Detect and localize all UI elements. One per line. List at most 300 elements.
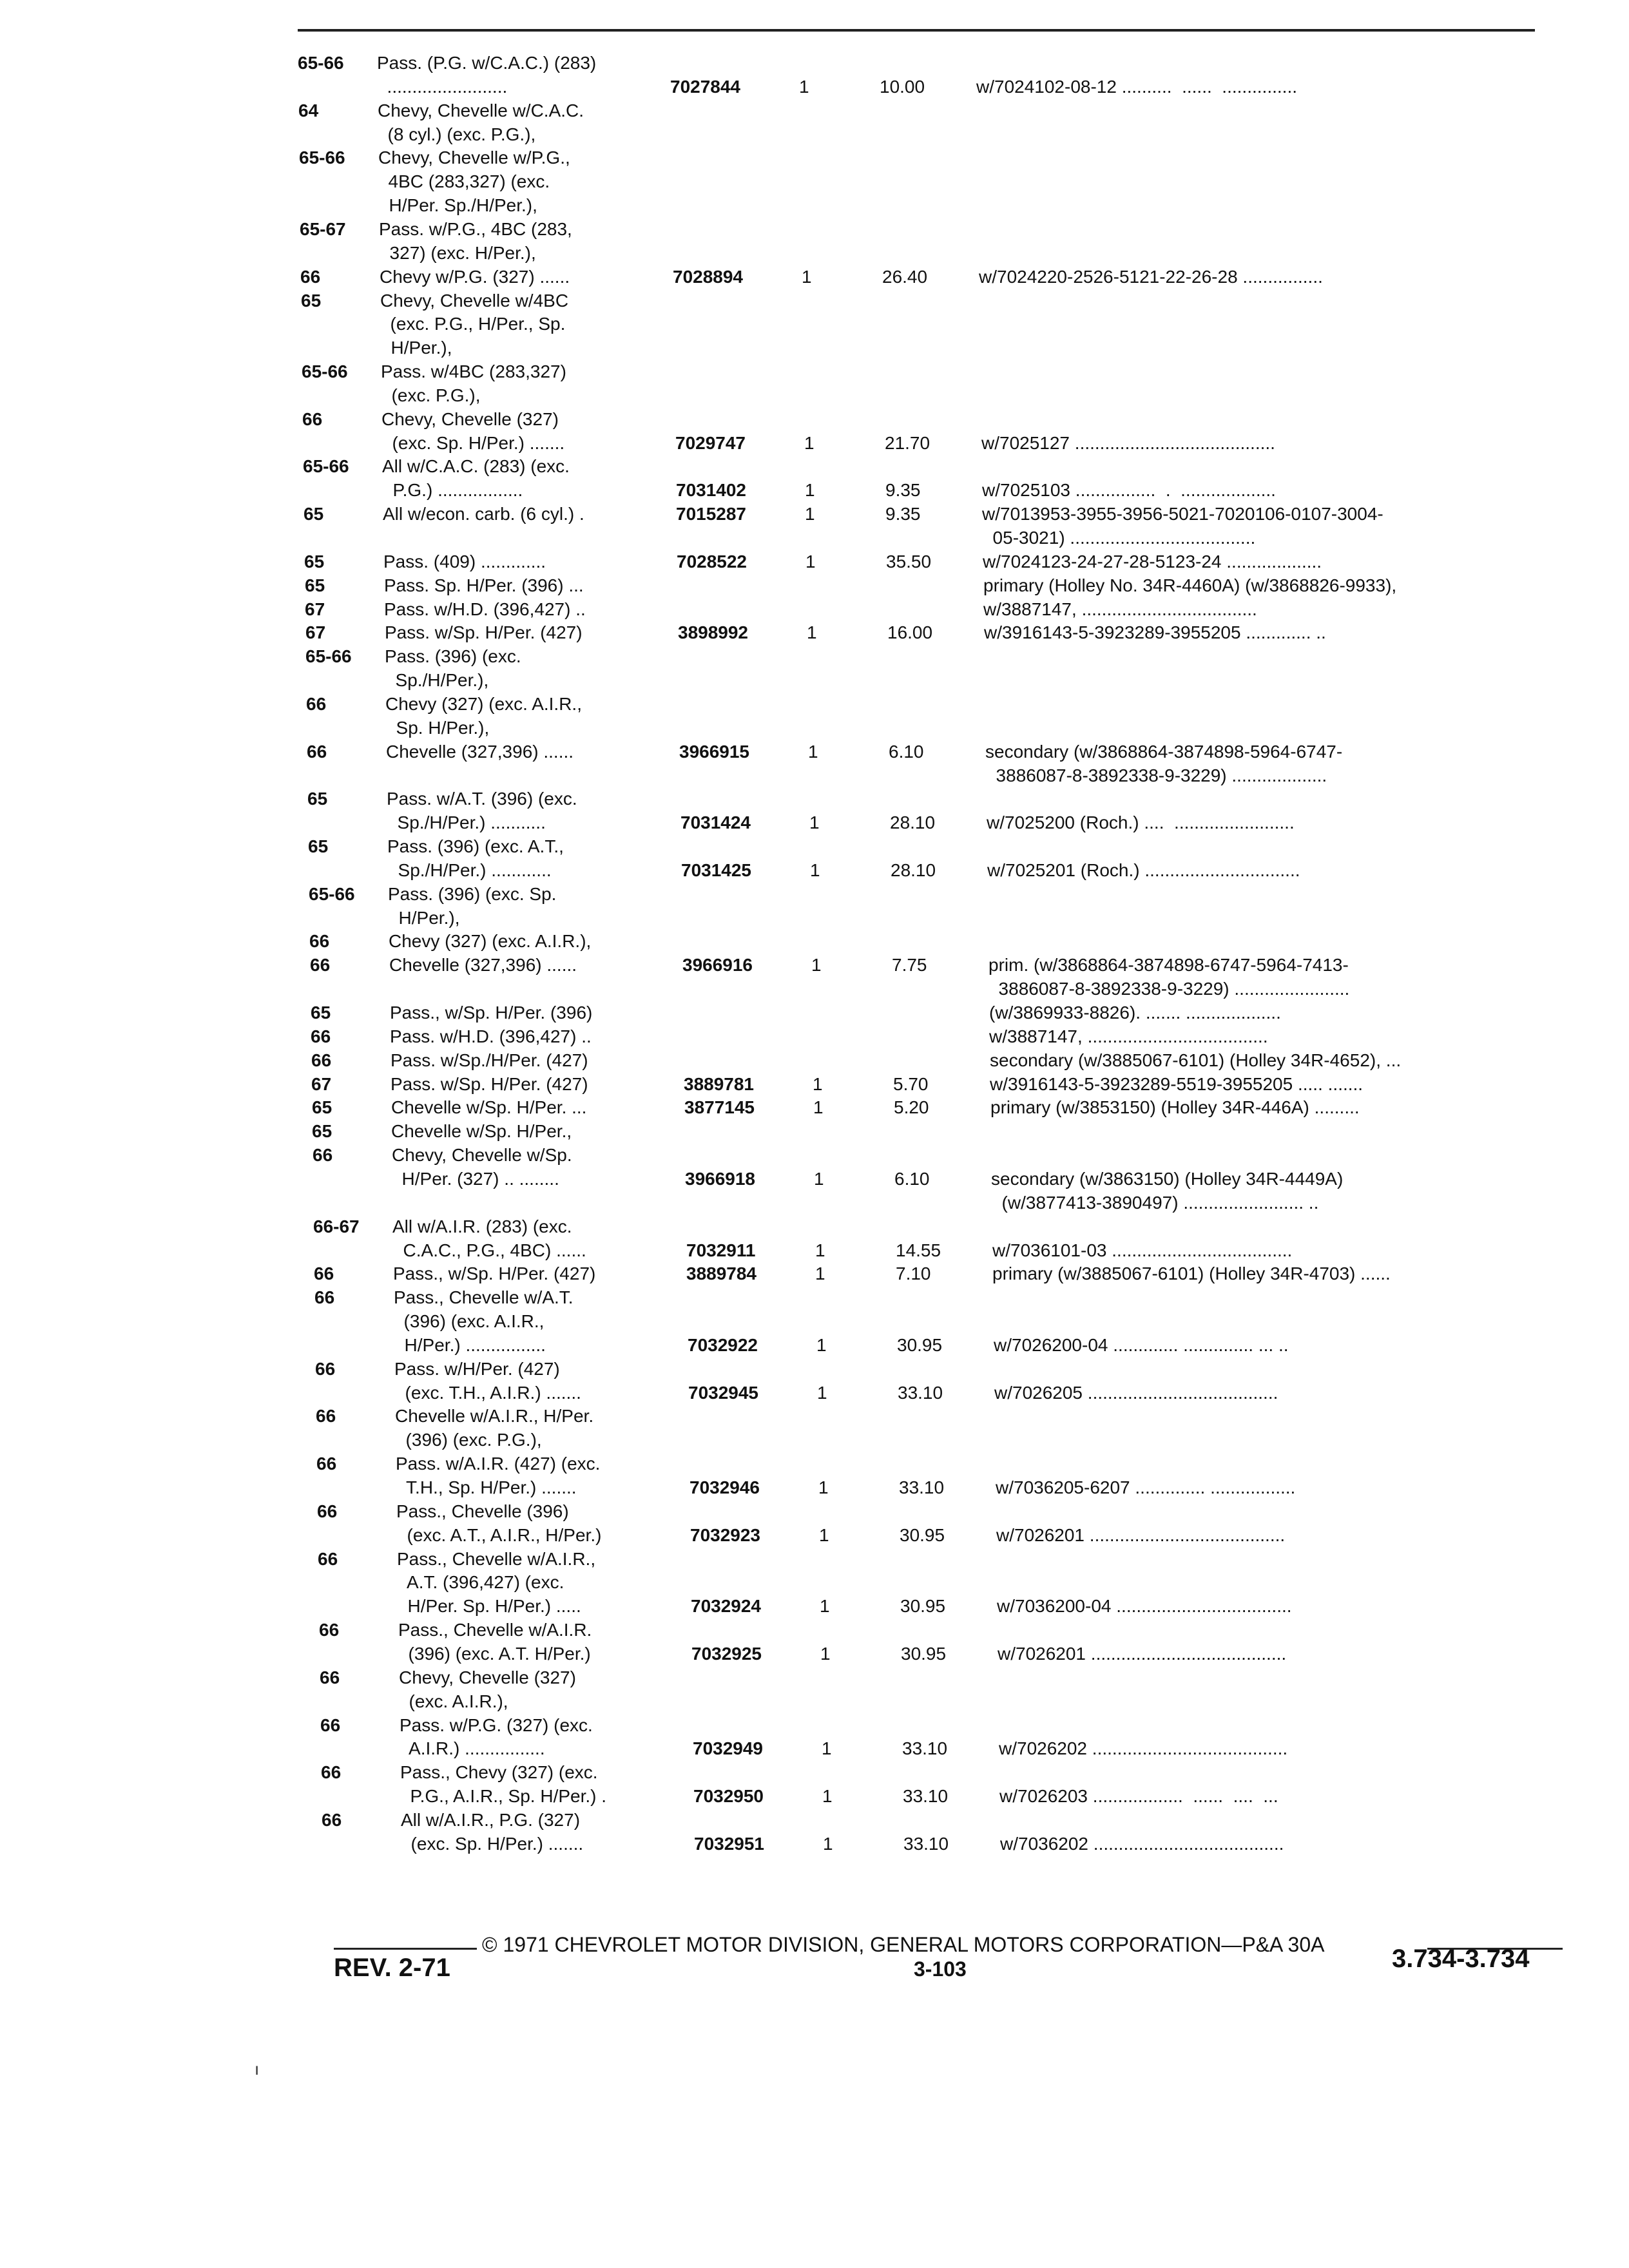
description-cell: H/Per.) ................ <box>394 1335 546 1355</box>
description-cell: Chevy, Chevelle (327) <box>399 1667 576 1687</box>
table-row <box>5 455 1629 478</box>
price-cell: 16.00 <box>887 622 933 642</box>
description-cell: Pass. (396) (exc. <box>385 646 521 666</box>
note-cell: w/7025127 ........................................ <box>981 433 1275 453</box>
price-cell: 33.10 <box>903 1786 949 1806</box>
price-cell: 33.10 <box>898 1383 943 1403</box>
table-row <box>22 1666 1629 1689</box>
table-row <box>3 265 1629 289</box>
table-row <box>1 146 1629 169</box>
table-row <box>17 1286 1629 1309</box>
year-cell: 66 <box>318 1549 338 1569</box>
year-cell: 66 <box>316 1406 336 1426</box>
description-cell: Pass. (P.G. w/C.A.C.) (283) <box>377 53 597 73</box>
year-cell: 65 <box>304 552 325 572</box>
part-number-cell: 7032923 <box>690 1525 761 1545</box>
year-cell: 66 <box>302 409 323 429</box>
price-cell: 26.40 <box>882 267 928 287</box>
part-number-cell: 7029747 <box>675 433 746 453</box>
table-row <box>21 1595 1629 1618</box>
table-row <box>23 1785 1629 1808</box>
footer-rule-left <box>334 1948 477 1950</box>
year-cell: 65-66 <box>299 148 345 168</box>
page-number: 3-103 <box>914 1957 967 1981</box>
note-cell: (w/3869933-8826). ....... ................... <box>989 1003 1281 1023</box>
quantity-cell: 1 <box>820 1644 831 1664</box>
part-number-cell: 7032924 <box>691 1596 762 1616</box>
year-cell: 65 <box>304 504 324 524</box>
description-cell: Pass., Chevelle w/A.I.R. <box>398 1620 592 1640</box>
note-cell: secondary (w/3868864-3874898-5964-6747- <box>985 742 1343 762</box>
year-cell: 65-66 <box>309 884 355 904</box>
table-row <box>14 1120 1629 1143</box>
year-cell: 66 <box>314 1264 334 1283</box>
table-row <box>15 1191 1629 1215</box>
description-cell: ........................ <box>377 77 508 97</box>
price-cell: 28.10 <box>890 812 936 832</box>
table-row <box>21 1642 1629 1666</box>
part-number-cell: 7031424 <box>680 812 751 832</box>
year-cell: 66 <box>314 1287 335 1307</box>
note-cell: w/7036205-6207 .............. ................. <box>996 1477 1296 1497</box>
table-row <box>2 194 1629 217</box>
table-row <box>8 645 1629 668</box>
table-row <box>22 1690 1629 1713</box>
revision-label: REV. 2-71 <box>334 1954 450 1982</box>
table-row <box>5 384 1629 407</box>
description-cell: Chevy, Chevelle w/C.A.C. <box>378 101 584 120</box>
description-cell: P.G.) ................. <box>383 480 523 500</box>
note-cell: w/7025103 ................ . ................... <box>982 480 1276 500</box>
description-cell: Pass. (409) ............. <box>383 552 546 572</box>
quantity-cell: 1 <box>813 1097 824 1117</box>
table-row <box>7 574 1629 597</box>
note-cell: (w/3877413-3890497) ........................ .. <box>992 1193 1319 1213</box>
price-cell: 6.10 <box>889 742 924 762</box>
description-cell: (exc. A.T., A.I.R., H/Per.) <box>397 1525 602 1545</box>
year-cell: 65 <box>312 1121 333 1141</box>
price-cell: 30.95 <box>897 1335 943 1355</box>
part-number-cell: 7027844 <box>670 77 741 97</box>
price-cell: 21.70 <box>885 433 930 453</box>
table-row <box>10 764 1629 787</box>
price-cell: 33.10 <box>903 1834 949 1854</box>
part-number-cell: 7032925 <box>691 1644 762 1664</box>
table-row <box>3 289 1629 312</box>
note-cell: w/7026205 ...................................... <box>994 1383 1278 1403</box>
quantity-cell: 1 <box>818 1477 829 1497</box>
table-row <box>4 336 1629 360</box>
year-cell: 65-66 <box>305 646 352 666</box>
price-cell: 10.00 <box>880 77 925 97</box>
description-cell: (exc. A.I.R.), <box>399 1691 508 1711</box>
description-cell: Chevy w/P.G. (327) ...... <box>380 267 570 287</box>
part-number-cell: 3889781 <box>684 1074 755 1094</box>
year-cell: 65 <box>312 1097 333 1117</box>
note-cell: w/7036101-03 .................................... <box>992 1240 1293 1260</box>
table-row <box>16 1262 1629 1285</box>
year-cell: 65 <box>305 575 325 595</box>
table-row <box>9 716 1629 740</box>
price-cell: 33.10 <box>899 1477 945 1497</box>
description-cell: Chevelle w/Sp. H/Per., <box>391 1121 572 1141</box>
price-cell: 33.10 <box>902 1738 948 1758</box>
table-row <box>1 99 1629 122</box>
description-cell: H/Per.), <box>389 908 460 928</box>
price-cell: 28.10 <box>891 860 936 880</box>
price-cell: 9.35 <box>885 504 921 524</box>
table-row <box>8 669 1629 692</box>
table-row <box>20 1524 1629 1547</box>
quantity-cell: 1 <box>820 1596 830 1616</box>
note-cell: w/7026201 ....................................... <box>996 1525 1286 1545</box>
table-row <box>14 1049 1629 1072</box>
quantity-cell: 1 <box>809 812 820 832</box>
table-row <box>21 1619 1629 1642</box>
description-cell: Chevy (327) (exc. A.I.R.), <box>389 931 592 951</box>
description-cell: Chevelle (327,396) ...... <box>386 742 574 762</box>
price-cell: 7.10 <box>896 1264 931 1283</box>
note-cell: w/3887147, .................................... <box>989 1026 1268 1046</box>
note-cell: w/7026203 .................. ...... .... ... <box>999 1786 1278 1806</box>
table-row <box>14 1073 1629 1096</box>
year-cell: 66 <box>320 1715 341 1735</box>
year-cell: 67 <box>305 622 326 642</box>
table-row <box>14 1096 1629 1119</box>
part-number-cell: 3966918 <box>685 1169 756 1189</box>
table-row <box>23 1737 1629 1760</box>
description-cell: Sp./H/Per.), <box>385 670 489 690</box>
quantity-cell: 1 <box>810 860 820 880</box>
note-cell: primary (Holley No. 34R-4460A) (w/3868826-9933), <box>983 575 1397 595</box>
description-cell: Pass. Sp. H/Per. (396) ... <box>384 575 584 595</box>
margin-mark: ı <box>255 2059 260 2079</box>
year-cell: 65 <box>308 836 329 856</box>
quantity-cell: 1 <box>805 480 815 500</box>
table-row <box>5 408 1629 431</box>
year-cell: 66 <box>310 955 331 975</box>
part-number-cell: 3889784 <box>686 1264 757 1283</box>
description-cell: (396) (exc. A.T. H/Per.) <box>398 1644 591 1664</box>
description-cell: Pass. w/Sp. H/Per. (427) <box>385 622 583 642</box>
table-row <box>6 503 1629 526</box>
quantity-cell: 1 <box>813 1074 823 1094</box>
quantity-cell: 1 <box>815 1240 825 1260</box>
description-cell: Chevelle w/Sp. H/Per. ... <box>391 1097 587 1117</box>
description-cell: Pass. w/4BC (283,327) <box>381 361 566 381</box>
part-number-cell: 3966915 <box>679 742 750 762</box>
year-cell: 65-66 <box>303 456 349 476</box>
price-cell: 7.75 <box>892 955 927 975</box>
description-cell: 327) (exc. H/Per.), <box>380 243 536 263</box>
note-cell: w/7026200-04 ............. .............. ... .. <box>994 1335 1289 1355</box>
table-row <box>1 123 1629 146</box>
description-cell: Pass. w/Sp./H/Per. (427) <box>390 1050 588 1070</box>
copyright-line: © 1971 CHEVROLET MOTOR DIVISION, GENERAL MOTORS CORPORATION—P&A 30A <box>482 1933 1325 1956</box>
quantity-cell: 1 <box>817 1383 827 1403</box>
table-row <box>12 977 1629 1001</box>
year-cell: 65-66 <box>298 53 344 73</box>
section-code: 3.734-3.734 <box>1392 1945 1530 1973</box>
description-cell: (396) (exc. A.I.R., <box>394 1311 545 1331</box>
price-cell: 30.95 <box>900 1596 946 1616</box>
year-cell: 66 <box>319 1620 340 1640</box>
price-cell: 30.95 <box>901 1644 947 1664</box>
table-row <box>23 1714 1629 1737</box>
year-cell: 66 <box>311 1026 331 1046</box>
year-cell: 64 <box>298 101 319 120</box>
table-row <box>17 1358 1629 1381</box>
year-cell: 67 <box>311 1074 332 1094</box>
quantity-cell: 1 <box>805 552 816 572</box>
table-row <box>1 170 1629 193</box>
table-row <box>24 1832 1629 1856</box>
year-cell: 66 <box>300 267 321 287</box>
note-cell: secondary (w/3885067-6101) (Holley 34R-4652), ... <box>990 1050 1402 1070</box>
description-cell: Pass. (396) (exc. Sp. <box>388 884 557 904</box>
note-cell: w/7036202 ...................................... <box>1000 1834 1284 1854</box>
part-number-cell: 7031425 <box>681 860 752 880</box>
year-cell: 66 <box>322 1810 342 1830</box>
quantity-cell: 1 <box>823 1834 833 1854</box>
quantity-cell: 1 <box>802 267 812 287</box>
description-cell: A.T. (396,427) (exc. <box>398 1572 564 1592</box>
note-cell: 3886087-8-3892338-9-3229) ................... <box>986 765 1327 785</box>
table-row <box>20 1548 1629 1571</box>
description-cell: All w/A.I.R. (283) (exc. <box>392 1216 572 1236</box>
note-cell: w/7026202 ....................................... <box>999 1738 1288 1758</box>
quantity-cell: 1 <box>822 1738 832 1758</box>
table-row <box>19 1428 1629 1452</box>
part-number-cell: 7028894 <box>673 267 744 287</box>
table-row <box>16 1239 1629 1262</box>
table-row <box>15 1215 1629 1238</box>
part-number-cell: 7015287 <box>676 504 747 524</box>
note-cell: w/7025201 (Roch.) ............................... <box>987 860 1300 880</box>
quantity-cell: 1 <box>819 1525 829 1545</box>
part-number-cell: 7032951 <box>694 1834 765 1854</box>
note-cell: w/7026201 ....................................... <box>998 1644 1287 1664</box>
description-cell: Pass., Chevelle w/A.I.R., <box>397 1549 596 1569</box>
year-cell: 66 <box>313 1145 333 1165</box>
year-cell: 66 <box>321 1762 342 1782</box>
quantity-cell: 1 <box>805 504 815 524</box>
note-cell: 3886087-8-3892338-9-3229) ....................... <box>988 979 1350 999</box>
table-row <box>10 787 1629 811</box>
table-row <box>18 1405 1629 1428</box>
description-cell: Chevelle (327,396) ...... <box>389 955 577 975</box>
description-cell: P.G., A.I.R., Sp. H/Per.) . <box>400 1786 607 1806</box>
description-cell: T.H., Sp. H/Per.) ....... <box>396 1477 577 1497</box>
table-row <box>10 835 1629 858</box>
description-cell: All w/C.A.C. (283) (exc. <box>382 456 570 476</box>
year-cell: 66 <box>309 931 330 951</box>
table-row <box>19 1500 1629 1523</box>
description-cell: A.I.R.) ................ <box>400 1738 545 1758</box>
table-row <box>15 1144 1629 1167</box>
part-number-cell: 3877145 <box>684 1097 755 1117</box>
quantity-cell: 1 <box>808 742 818 762</box>
description-cell: Chevy, Chevelle w/Sp. <box>392 1145 572 1165</box>
table-row <box>6 550 1629 573</box>
price-cell: 14.55 <box>896 1240 941 1260</box>
note-cell: w/7024102-08-12 .......... ...... ............... <box>976 77 1297 97</box>
table-row <box>5 432 1629 455</box>
year-cell: 65 <box>301 291 322 311</box>
table-row <box>9 740 1629 764</box>
table-row <box>3 312 1629 336</box>
description-cell: Pass. w/P.G. (327) (exc. <box>400 1715 593 1735</box>
table-row <box>18 1381 1629 1405</box>
price-cell: 5.70 <box>893 1074 929 1094</box>
description-cell: H/Per. Sp./H/Per.), <box>379 195 537 215</box>
part-number-cell: 3966916 <box>682 955 753 975</box>
price-cell: 9.35 <box>885 480 921 500</box>
table-row <box>21 1571 1629 1594</box>
description-cell: Chevy, Chevelle w/P.G., <box>378 148 570 168</box>
note-cell: w/7024220-2526-5121-22-26-28 ................ <box>979 267 1323 287</box>
description-cell: H/Per. Sp. H/Per.) ..... <box>398 1596 581 1616</box>
note-cell: w/7036200-04 ................................... <box>997 1596 1292 1616</box>
note-cell: primary (w/3853150) (Holley 34R-446A) ......... <box>990 1097 1360 1117</box>
table-row <box>6 526 1629 550</box>
quantity-cell: 1 <box>815 1264 825 1283</box>
price-cell: 5.20 <box>894 1097 929 1117</box>
year-cell: 66 <box>311 1050 332 1070</box>
table-row <box>12 930 1629 953</box>
table-row <box>24 1809 1629 1832</box>
note-cell: w/3916143-5-3923289-5519-3955205 ..... ....... <box>990 1074 1364 1094</box>
note-cell: prim. (w/3868864-3874898-6747-5964-7413- <box>988 955 1349 975</box>
part-number-cell: 7032950 <box>693 1786 764 1806</box>
year-cell: 65 <box>311 1003 331 1023</box>
description-cell: Pass. w/H.D. (396,427) .. <box>390 1026 592 1046</box>
quantity-cell: 1 <box>822 1786 833 1806</box>
part-number-cell: 7032946 <box>689 1477 760 1497</box>
table-row <box>12 954 1629 977</box>
description-cell: (396) (exc. P.G.), <box>396 1430 542 1450</box>
quantity-cell: 1 <box>804 433 815 453</box>
description-cell: Pass., Chevelle w/A.T. <box>394 1287 574 1307</box>
description-cell: All w/econ. carb. (6 cyl.) . <box>383 504 584 524</box>
part-number-cell: 7028522 <box>677 552 747 572</box>
description-cell: (exc. P.G., H/Per., Sp. <box>380 314 566 334</box>
description-cell: (exc. Sp. H/Per.) ....... <box>382 433 565 453</box>
table-row <box>11 883 1629 906</box>
part-number-cell: 7032911 <box>686 1240 756 1260</box>
year-cell: 66 <box>307 742 327 762</box>
table-row <box>12 907 1629 930</box>
description-cell: (exc. T.H., A.I.R.) ....... <box>395 1383 581 1403</box>
description-cell: H/Per. (327) .. ........ <box>392 1169 559 1189</box>
description-cell: Pass. (396) (exc. A.T., <box>387 836 564 856</box>
quantity-cell: 1 <box>816 1335 827 1355</box>
description-cell: Chevy (327) (exc. A.I.R., <box>385 694 582 714</box>
description-cell: Pass., Chevy (327) (exc. <box>400 1762 598 1782</box>
table-row <box>2 218 1629 241</box>
year-cell: 65-67 <box>300 219 346 239</box>
quantity-cell: 1 <box>807 622 817 642</box>
description-cell: Pass. w/A.I.R. (427) (exc. <box>396 1454 601 1474</box>
part-number-cell: 7032949 <box>693 1738 764 1758</box>
year-cell: 66 <box>320 1667 340 1687</box>
table-row <box>0 52 1629 75</box>
note-cell: primary (w/3885067-6101) (Holley 34R-4703) ...... <box>992 1264 1391 1283</box>
table-row <box>0 75 1629 99</box>
table-row <box>23 1761 1629 1784</box>
description-cell: C.A.C., P.G., 4BC) ...... <box>393 1240 586 1260</box>
description-cell: Pass. w/P.G., 4BC (283, <box>379 219 572 239</box>
description-cell: Chevy, Chevelle (327) <box>381 409 559 429</box>
part-number-cell: 7031402 <box>676 480 747 500</box>
year-cell: 65 <box>307 789 328 809</box>
description-cell: (exc. P.G.), <box>381 385 481 405</box>
quantity-cell: 1 <box>811 955 822 975</box>
table-row <box>6 479 1629 502</box>
description-cell: (8 cyl.) (exc. P.G.), <box>378 124 536 144</box>
description-cell: Chevelle w/A.I.R., H/Per. <box>395 1406 594 1426</box>
note-cell: w/7024123-24-27-28-5123-24 ................... <box>983 552 1322 572</box>
table-row <box>8 621 1629 644</box>
table-row <box>13 1025 1629 1048</box>
table-row <box>10 811 1629 834</box>
description-cell: Pass. w/H/Per. (427) <box>394 1359 560 1379</box>
description-cell: Sp./H/Per.) ........... <box>387 812 546 832</box>
note-cell: w/7025200 (Roch.) .... ........................ <box>987 812 1295 832</box>
note-cell: w/3916143-5-3923289-3955205 ............. .. <box>984 622 1326 642</box>
top-rule <box>298 29 1535 32</box>
table-row <box>4 360 1629 383</box>
quantity-cell: 1 <box>814 1169 824 1189</box>
description-cell: Pass. w/A.T. (396) (exc. <box>387 789 577 809</box>
table-row <box>17 1334 1629 1357</box>
price-cell: 6.10 <box>894 1169 930 1189</box>
table-row <box>7 598 1629 621</box>
description-cell: Pass. w/H.D. (396,427) .. <box>384 599 586 619</box>
table-row <box>11 859 1629 882</box>
part-number-cell: 7032945 <box>688 1383 759 1403</box>
year-cell: 65-66 <box>302 361 348 381</box>
year-cell: 66 <box>306 694 327 714</box>
note-cell: w/3887147, ................................... <box>983 599 1257 619</box>
description-cell: 4BC (283,327) (exc. <box>378 171 550 191</box>
year-cell: 66 <box>315 1359 336 1379</box>
description-cell: H/Per.), <box>381 338 452 358</box>
description-cell: Pass., w/Sp. H/Per. (427) <box>393 1264 596 1283</box>
note-cell: 05-3021) ..................................... <box>983 528 1256 548</box>
table-row <box>17 1310 1629 1333</box>
year-cell: 67 <box>305 599 325 619</box>
quantity-cell: 1 <box>799 77 809 97</box>
description-cell: Sp. H/Per.), <box>386 718 490 738</box>
table-row <box>3 242 1629 265</box>
price-cell: 35.50 <box>886 552 932 572</box>
price-cell: 30.95 <box>900 1525 945 1545</box>
description-cell: Pass., Chevelle (396) <box>396 1501 569 1521</box>
year-cell: 66 <box>316 1454 337 1474</box>
part-number-cell: 3898992 <box>678 622 749 642</box>
description-cell: Chevy, Chevelle w/4BC <box>380 291 569 311</box>
part-number-cell: 7032922 <box>688 1335 758 1355</box>
description-cell: All w/A.I.R., P.G. (327) <box>401 1810 581 1830</box>
description-cell: Sp./H/Per.) ............ <box>388 860 552 880</box>
note-cell: secondary (w/3863150) (Holley 34R-4449A) <box>991 1169 1344 1189</box>
description-cell: Pass., w/Sp. H/Per. (396) <box>390 1003 593 1023</box>
table-row <box>8 693 1629 716</box>
table-row <box>19 1452 1629 1475</box>
table-row <box>19 1476 1629 1499</box>
description-cell: (exc. Sp. H/Per.) ....... <box>401 1834 584 1854</box>
